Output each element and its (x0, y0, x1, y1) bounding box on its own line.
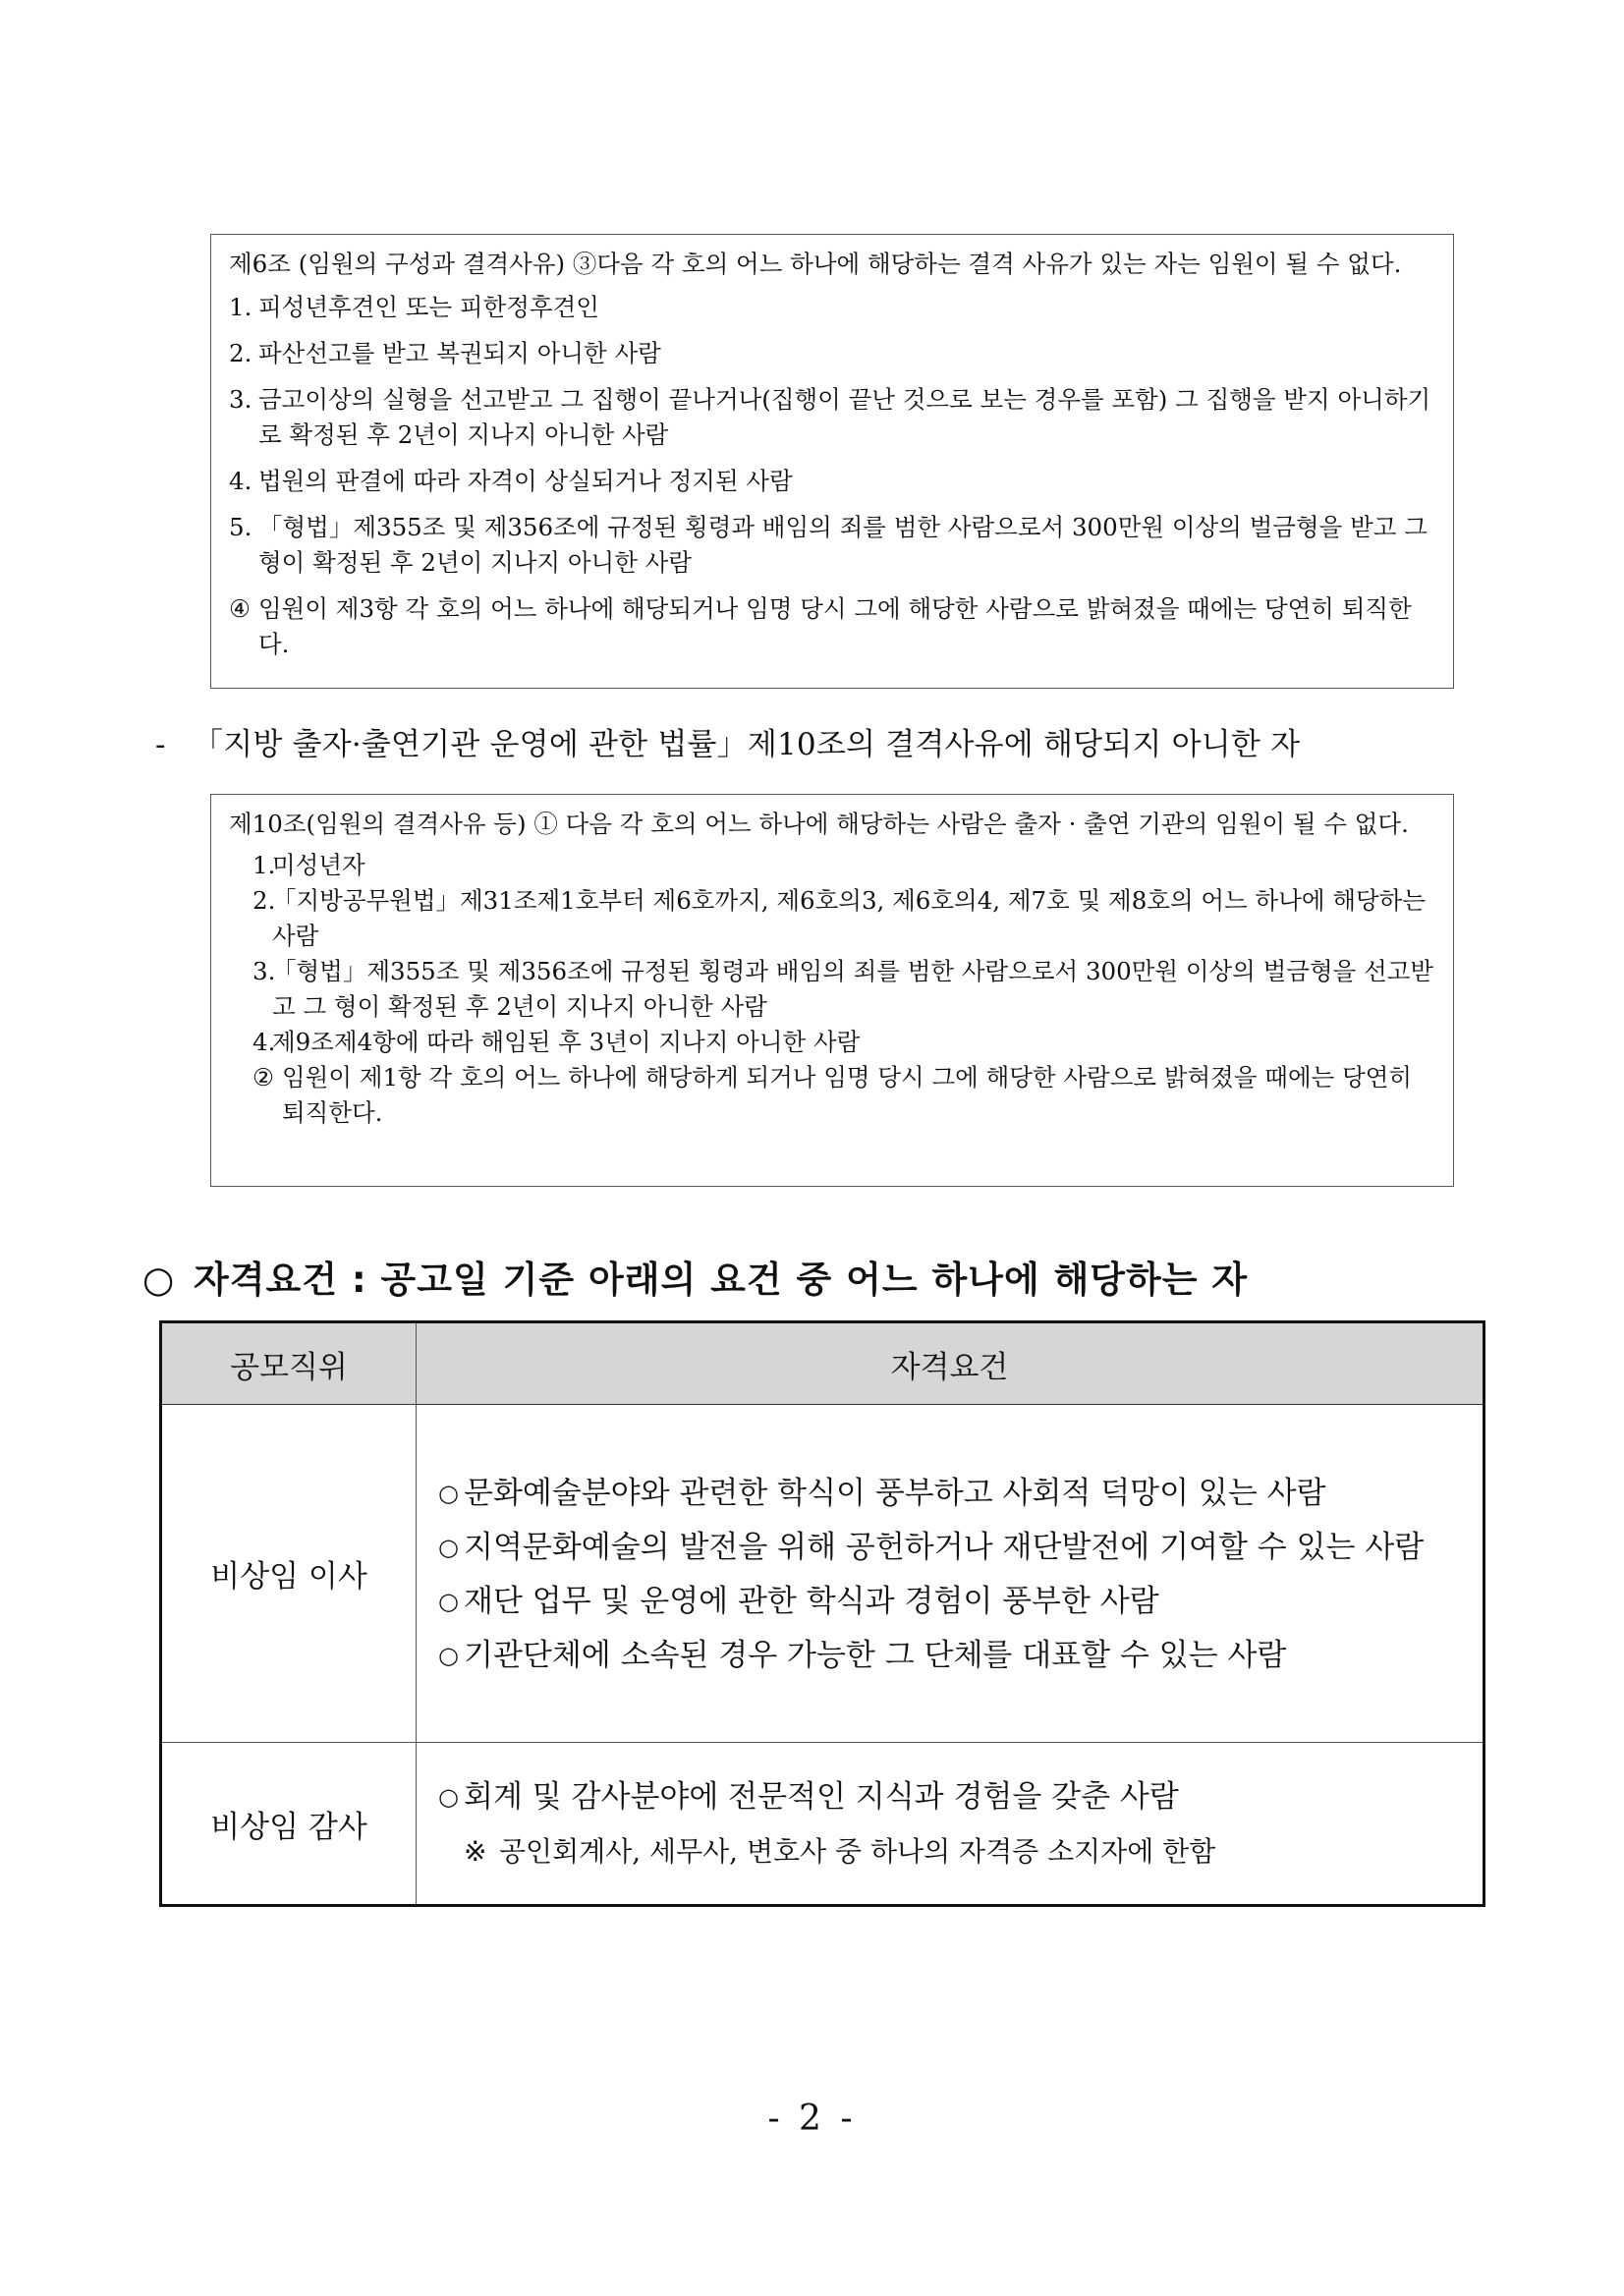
requirement-item: ○ 재단 업무 및 운영에 관한 학식과 경험이 풍부한 사람 (438, 1575, 1471, 1629)
circle-bullet-icon: ○ (438, 1783, 459, 1811)
list-item: 1. 피성년후견인 또는 피한정후견인 (229, 293, 599, 321)
table-header-row (161, 1322, 1484, 1405)
circle-bullet-icon: ○ (142, 1259, 176, 1301)
table-row (161, 1743, 1484, 1906)
position-cell: 비상임 감사 (161, 1743, 417, 1906)
requirements-table (159, 1320, 1485, 1907)
article10-heading: 제10조(임원의 결격사유 등) ① 다음 각 호의 어느 하나에 해당하는 사람은 출자 · 출연 기관의 임원이 될 수 없다. (229, 810, 1409, 838)
list-item: ② 임원이 제1항 각 호의 어느 하나에 해당하게 되거나 임명 당시 그에 해당한 사람으로 밝혀졌을 때에는 당연히 퇴직한다. (252, 1063, 1413, 1127)
section-title-text: 자격요건 : 공고일 기준 아래의 요건 중 어느 하나에 해당하는 자 (194, 1259, 1249, 1301)
requirement-note: ※ 공인회계사, 세무사, 변호사 중 하나의 자격증 소지자에 한함 (438, 1824, 1471, 1878)
circle-bullet-icon: ○ (438, 1641, 459, 1669)
position-cell: 비상임 이사 (161, 1405, 417, 1743)
dash-marker: - (155, 727, 166, 762)
requirement-item: ○ 지역문화예술의 발전을 위해 공헌하거나 재단발전에 기여할 수 있는 사람 (438, 1521, 1471, 1575)
circle-bullet-icon: ○ (438, 1479, 459, 1507)
circle-bullet-icon: ○ (438, 1533, 459, 1561)
column-header-requirements: 자격요건 (417, 1322, 1484, 1405)
list-item: 3. 「형법」제355조 및 제356조에 규정된 횡령과 배임의 죄를 범한 사람으로서 300만원 이상의 벌금형을 선고받고 그 형이 확정된 후 2년이 지나지 아니한 사람 (252, 957, 1434, 1021)
list-item: ④ 임원이 제3항 각 호의 어느 하나에 해당되거나 임명 당시 그에 해당한 사람으로 밝혀졌을 때에는 당연히 퇴직한다. (229, 594, 1412, 658)
table-row (161, 1405, 1484, 1743)
list-item: 2. 파산선고를 받고 복권되지 아니한 사람 (229, 339, 661, 367)
requirement-item: ○ 기관단체에 소속된 경우 가능한 그 단체를 대표할 수 있는 사람 (438, 1629, 1471, 1683)
column-header-position: 공모직위 (161, 1322, 417, 1405)
reference-mark-icon: ※ (464, 1835, 487, 1868)
circle-bullet-icon: ○ (438, 1587, 459, 1615)
requirement-item: ○ 회계 및 감사분야에 전문적인 지식과 경험을 갖춘 사람 (438, 1770, 1471, 1824)
requirements-cell (417, 1743, 1484, 1906)
section-title (142, 1258, 1459, 1303)
requirements-cell (417, 1405, 1484, 1743)
list-item: 1. 미성년자 (252, 851, 365, 879)
page-number: - 2 - (767, 2099, 857, 2139)
list-item: 5. 「형법」제355조 및 제356조에 규정된 횡령과 배임의 죄를 범한 사람으로서 300만원 이상의 벌금형을 받고 그 형이 확정된 후 2년이 지나지 아니한 사람 (229, 513, 1428, 577)
list-item: 2. 「지방공무원법」제31조제1호부터 제6호까지, 제6호의3, 제6호의4, 제7호 및 제8호의 어느 하나에 해당하는 사람 (252, 886, 1427, 950)
dash-line-text: 「지방 출자·출연기관 운영에 관한 법률」제10조의 결격사유에 해당되지 아니한 자 (193, 727, 1301, 762)
list-item: 4. 제9조제4항에 따라 해임된 후 3년이 지나지 아니한 사람 (252, 1028, 861, 1056)
requirement-item: ○ 문화예술분야와 관련한 학식이 풍부하고 사회적 덕망이 있는 사람 (438, 1467, 1471, 1521)
dash-line-requirement (155, 725, 1462, 764)
article6-heading: 제6조 (임원의 구성과 결격사유) ③다음 각 호의 어느 하나에 해당하는 결격 사유가 있는 자는 임원이 될 수 없다. (229, 250, 1402, 278)
list-item: 4. 법원의 판결에 따라 자격이 상실되거나 정지된 사람 (229, 467, 793, 495)
article6-box (210, 234, 1454, 689)
article10-box (210, 794, 1454, 1187)
list-item: 3. 금고이상의 실형을 선고받고 그 집행이 끝나거나(집행이 끝난 것으로 보는 경우를 포함) 그 집행을 받지 아니하기로 확정된 후 2년이 지나지 아니한 사람 (229, 385, 1431, 449)
